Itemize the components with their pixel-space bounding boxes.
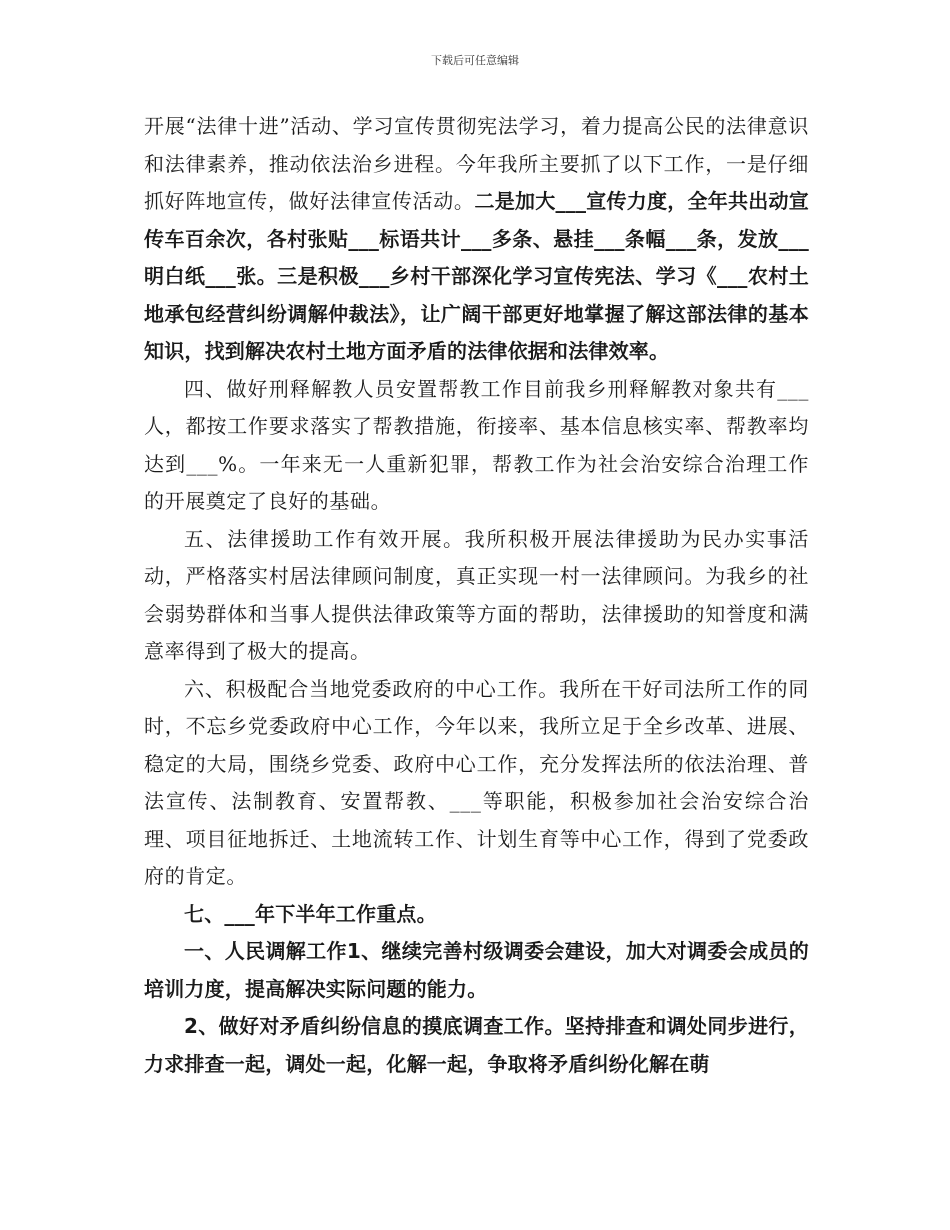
- paragraph-resettlement: 四、做好刑释解教人员安置帮教工作目前我乡刑释解教对象共有___人，都按工作要求落实了帮教措施，衔接率、基本信息核实率、帮教率均达到___%。一年来无一人重新犯罪，帮教工作为社会治安综合治理工作的开展奠定了良好的基础。: [144, 376, 809, 513]
- paragraph-mediation: 一、人民调解工作1、继续完善村级调委会建设，加大对调委会成员的培训力度，提高解决实际问题的能力。: [144, 939, 809, 1001]
- heading-second-half-plan: 七、___年下半年工作重点。: [184, 901, 437, 926]
- page-header: 下载后可任意编辑: [431, 54, 519, 67]
- paragraph-1-normal-text: 开展“法律十进”活动、学习宣传贯彻宪法学习，着力提高公民的法律意识和法律素养，推动依法治乡进程。今年我所主要抓了以下工作，一是仔细抓好阵地宣传，做好法律宣传活动。: [144, 114, 809, 213]
- paragraph-legal-aid: 五、法律援助工作有效开展。我所积极开展法律援助为民办实事活动，严格落实村居法律顾问制度，真正实现一村一法律顾问。为我乡的社会弱势群体和当事人提供法律政策等方面的帮助，法律援助的知誉度和满意率得到了极大的提高。: [144, 526, 809, 663]
- paragraph-1-bold-text: 二是加大___宣传力度，全年共出动宣传车百余次，各村张贴___标语共计___多条、悬挂___条幅___条，发放___明白纸___张。三是积极___乡村干部深化学习宣传宪法、学习《___农村土地承包经营纠纷调解仲裁法》，让广阔干部更好地掌握了解这部法律的基本知识，找到解决农村土地方面矛盾的法律依据和法律效率。: [144, 189, 809, 363]
- paragraph-1: [144, 108, 809, 371]
- document-body: [144, 108, 809, 1083]
- paragraph-dispute-survey: 2、做好对矛盾纠纷信息的摸底调查工作。坚持排查和调处同步进行，力求排查一起，调处一起，化解一起，争取将矛盾纠纷化解在萌: [144, 1014, 809, 1076]
- paragraph-central-work: 六、积极配合当地党委政府的中心工作。我所在干好司法所工作的同时，不忘乡党委政府中心工作，今年以来，我所立足于全乡改革、进展、稳定的大局，围绕乡党委、政府中心工作，充分发挥法所的依法治理、普法宣传、法制教育、安置帮教、___等职能，积极参加社会治安综合治理、项目征地拆迁、土地流转工作、计划生育等中心工作，得到了党委政府的肯定。: [144, 676, 809, 888]
